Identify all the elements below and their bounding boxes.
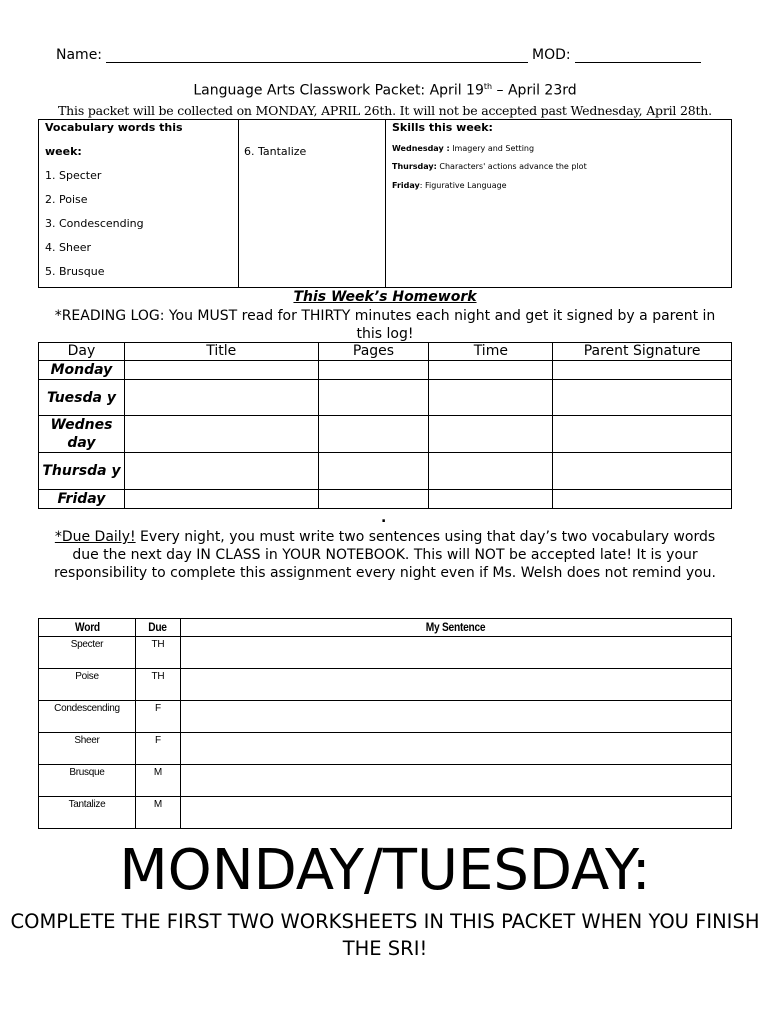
table-row — [39, 701, 732, 733]
period-mark: . — [381, 510, 387, 526]
instruction-text: COMPLETE THE FIRST TWO WORKSHEETS IN THIS PACKET WHEN YOU FINISH THE SRI! — [10, 910, 760, 960]
table-header-row — [39, 619, 732, 637]
column-header: Word — [46, 619, 128, 637]
due-cell: M — [135, 797, 180, 829]
vocab-heading: Vocabulary words this — [45, 121, 183, 134]
day-cell: Thursda y — [39, 453, 125, 490]
column-header: Parent Signature — [553, 343, 732, 361]
title-superscript: th — [483, 82, 493, 91]
signature-cell[interactable] — [553, 361, 732, 380]
skill-item — [392, 162, 587, 171]
time-cell[interactable] — [429, 416, 553, 453]
day-cell: Wednes day — [39, 416, 125, 453]
reading-log-table — [38, 342, 732, 509]
packet-title — [0, 82, 770, 99]
sentence-cell[interactable] — [180, 637, 731, 669]
column-header: Time — [429, 343, 553, 361]
word-cell: Brusque — [39, 765, 136, 797]
sentence-cell[interactable] — [180, 765, 731, 797]
due-cell: F — [135, 701, 180, 733]
pages-cell[interactable] — [318, 490, 429, 509]
table-row — [39, 797, 732, 829]
word-cell: Sheer — [39, 733, 136, 765]
reading-log-note: *READING LOG: You MUST read for THIRTY minutes each night and get it signed by a parent in this log! — [54, 308, 716, 342]
table-row — [39, 637, 732, 669]
title-cell[interactable] — [124, 380, 318, 416]
vocab-column-1 — [39, 120, 239, 287]
time-cell[interactable] — [429, 380, 553, 416]
table-row — [39, 361, 732, 380]
word-cell: Specter — [39, 637, 136, 669]
skill-day: Thursday: — [392, 162, 437, 171]
signature-cell[interactable] — [553, 453, 732, 490]
name-mod-line — [56, 46, 720, 63]
big-heading: MONDAY/TUESDAY: — [119, 838, 651, 903]
homework-title: This Week’s Homework — [293, 289, 477, 305]
skill-item — [392, 144, 534, 153]
table-row — [39, 416, 732, 453]
sentence-cell[interactable] — [180, 701, 731, 733]
title-cell[interactable] — [124, 416, 318, 453]
due-daily-text: Every night, you must write two sentences using that day’s two vocabulary words due the next day IN CLASS in YOUR NOTEBOOK. This will NOT be accepted late! It is your responsibility to complete this assignment every night even if Ms. Welsh does not remind you. — [53, 529, 716, 581]
word-cell: Poise — [39, 669, 136, 701]
collection-notice: This packet will be collected on MONDAY, APRIL 26th. It will not be accepted past Wednesday, April 28th. — [58, 103, 712, 118]
mod-field[interactable] — [575, 46, 701, 63]
time-cell[interactable] — [429, 490, 553, 509]
day-cell: Friday — [39, 490, 125, 509]
skills-column — [386, 120, 731, 287]
skill-text: Characters' actions advance the plot — [436, 162, 587, 171]
vocab-word: 5. Brusque — [45, 265, 105, 278]
due-daily-label: *Due Daily! — [54, 529, 136, 545]
sentence-table — [38, 618, 732, 829]
vocab-column-2 — [238, 120, 386, 287]
word-cell: Condescending — [39, 701, 136, 733]
due-cell: F — [135, 733, 180, 765]
pages-cell[interactable] — [318, 453, 429, 490]
sentence-cell[interactable] — [180, 669, 731, 701]
title-cell[interactable] — [124, 361, 318, 380]
title-cell[interactable] — [124, 490, 318, 509]
signature-cell[interactable] — [553, 490, 732, 509]
vocab-word: 6. Tantalize — [244, 145, 307, 158]
vocab-word: 1. Specter — [45, 169, 102, 182]
table-row — [39, 490, 732, 509]
due-daily-note — [44, 528, 726, 582]
due-cell: TH — [135, 669, 180, 701]
due-cell: M — [135, 765, 180, 797]
pages-cell[interactable] — [318, 416, 429, 453]
table-row — [39, 765, 732, 797]
column-header: Day — [39, 343, 125, 361]
vocab-heading-cont: week: — [45, 145, 82, 158]
table-row — [39, 453, 732, 490]
column-header: My Sentence — [222, 619, 690, 637]
title-cell[interactable] — [124, 453, 318, 490]
pages-cell[interactable] — [318, 361, 429, 380]
column-header: Pages — [318, 343, 429, 361]
skills-heading: Skills this week: — [392, 121, 493, 134]
time-cell[interactable] — [429, 453, 553, 490]
vocab-word: 3. Condescending — [45, 217, 144, 230]
column-header: Due — [139, 619, 177, 637]
name-field[interactable] — [106, 46, 528, 63]
day-cell: Tuesda y — [39, 380, 125, 416]
sentence-cell[interactable] — [180, 733, 731, 765]
table-row — [39, 380, 732, 416]
signature-cell[interactable] — [553, 380, 732, 416]
signature-cell[interactable] — [553, 416, 732, 453]
column-header: Title — [124, 343, 318, 361]
title-prefix: Language Arts Classwork Packet: April 19 — [193, 82, 484, 99]
word-cell: Tantalize — [39, 797, 136, 829]
skill-text: : Figurative Language — [419, 181, 507, 190]
vocab-word: 4. Sheer — [45, 241, 92, 254]
table-row — [39, 669, 732, 701]
due-cell: TH — [135, 637, 180, 669]
title-suffix: – April 23rd — [492, 82, 577, 99]
mod-label: MOD: — [532, 47, 571, 63]
vocab-word: 2. Poise — [45, 193, 88, 206]
table-row — [39, 733, 732, 765]
time-cell[interactable] — [429, 361, 553, 380]
skill-item — [392, 181, 507, 190]
vocabulary-box — [38, 119, 732, 288]
sentence-cell[interactable] — [180, 797, 731, 829]
pages-cell[interactable] — [318, 380, 429, 416]
skill-day: Wednesday : — [392, 144, 450, 153]
skill-day: Friday — [392, 181, 420, 190]
skill-text: Imagery and Setting — [449, 144, 535, 153]
name-label: Name: — [56, 47, 103, 63]
table-header-row — [39, 343, 732, 361]
day-cell: Monday — [39, 361, 125, 380]
